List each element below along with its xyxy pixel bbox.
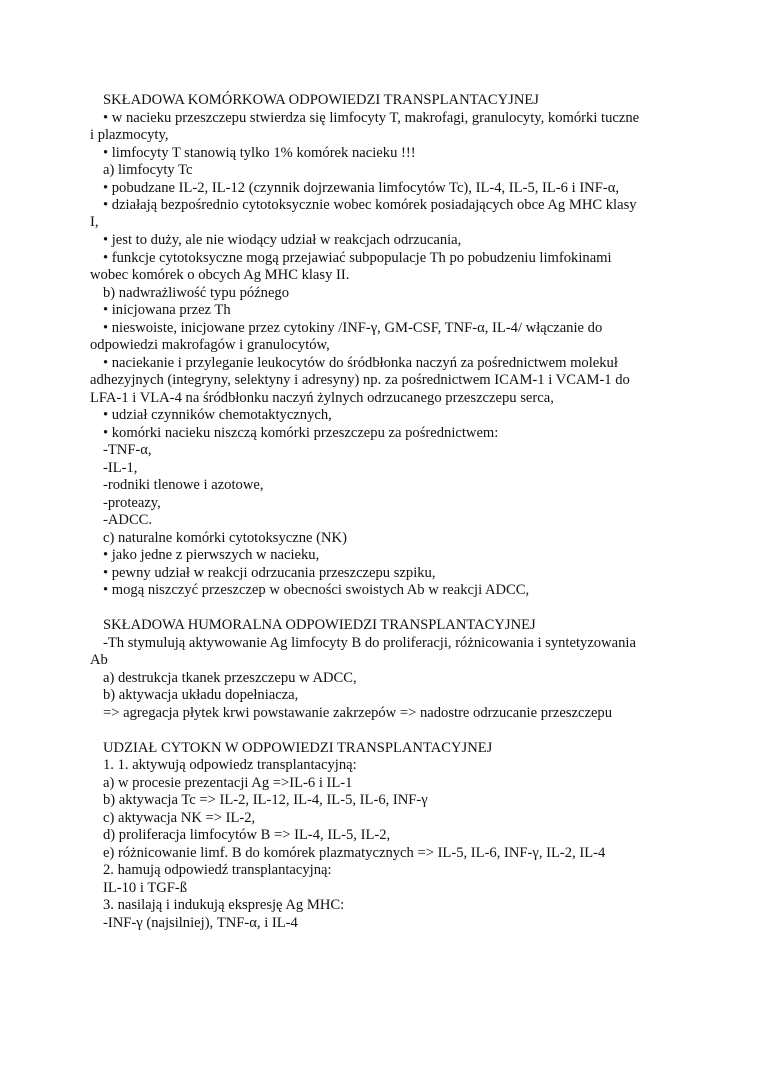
text-line: -IL-1, [103, 460, 138, 476]
text-line: odpowiedzi makrofagów i granulocytów, [90, 337, 330, 353]
text-line: LFA-1 i VLA-4 na śródbłonku naczyń żylnych odrzucanego przeszczepu serca, [90, 390, 554, 406]
text-line: IL-10 i TGF-ß [103, 880, 188, 896]
text-line: -TNF-α, [103, 442, 152, 458]
text-line: -Th stymulują aktywowanie Ag limfocyty B do proliferacji, różnicowania i syntetyzowania [103, 635, 636, 651]
text-line: I, [90, 214, 99, 230]
text-line: -ADCC. [103, 512, 153, 528]
text-line: a) limfocyty Tc [103, 162, 193, 178]
text-line: 1. 1. aktywują odpowiedz transplantacyjną: [103, 757, 357, 773]
text-line: b) nadwrażliwość typu późnego [103, 285, 290, 301]
text-line: • pobudzane IL-2, IL-12 (czynnik dojrzewania limfocytów Tc), IL-4, IL-5, IL-6 i INF-α, [103, 180, 619, 196]
text-line: a) w procesie prezentacji Ag =>IL-6 i IL-1 [103, 775, 353, 791]
text-line: • w nacieku przeszczepu stwierdza się limfocyty T, makrofagi, granulocyty, komórki tuczne [103, 110, 640, 126]
text-line: 2. hamują odpowiedź transplantacyjną: [103, 862, 332, 878]
text-line: d) proliferacja limfocytów B => IL-4, IL-5, IL-2, [103, 827, 391, 843]
text-line: • mogą niszczyć przeszczep w obecności swoistych Ab w reakcji ADCC, [103, 582, 530, 598]
text-line: • naciekanie i przyleganie leukocytów do śródbłonka naczyń za pośrednictwem molekuł [103, 355, 618, 371]
text-line: -rodniki tlenowe i azotowe, [103, 477, 264, 493]
text-line: i plazmocyty, [90, 127, 169, 143]
text-line: • nieswoiste, inicjowane przez cytokiny /INF-γ, GM-CSF, TNF-α, IL-4/ włączanie do [103, 320, 603, 336]
text-line: b) aktywacja układu dopełniacza, [103, 687, 299, 703]
text-line: • jest to duży, ale nie wiodący udział w reakcjach odrzucania, [103, 232, 462, 248]
section-heading: SKŁADOWA KOMÓRKOWA ODPOWIEDZI TRANSPLANTACYJNEJ [103, 92, 539, 108]
text-line: 3. nasilają i indukują ekspresję Ag MHC: [103, 897, 345, 913]
text-line: wobec komórek o obcych Ag MHC klasy II. [90, 267, 350, 283]
text-line: -INF-γ (najsilniej), TNF-α, i IL-4 [103, 915, 298, 931]
text-line: • komórki nacieku niszczą komórki przeszczepu za pośrednictwem: [103, 425, 499, 441]
text-line: • limfocyty T stanowią tylko 1% komórek nacieku !!! [103, 145, 416, 161]
text-line: • inicjowana przez Th [103, 302, 231, 318]
text-line: c) aktywacja NK => IL-2, [103, 810, 256, 826]
text-line: b) aktywacja Tc => IL-2, IL-12, IL-4, IL-5, IL-6, INF-γ [103, 792, 428, 808]
text-line: • jako jedne z pierwszych w nacieku, [103, 547, 320, 563]
text-line: • działają bezpośrednio cytotoksycznie wobec komórek posiadających obce Ag MHC klasy [103, 197, 637, 213]
text-line: Ab [90, 652, 108, 668]
text-line: a) destrukcja tkanek przeszczepu w ADCC, [103, 670, 357, 686]
text-line: c) naturalne komórki cytotoksyczne (NK) [103, 530, 347, 546]
section-heading: UDZIAŁ CYTOKN W ODPOWIEDZI TRANSPLANTACYJNEJ [103, 740, 493, 756]
text-line: adhezyjnych (integryny, selektyny i adresyny) np. za pośrednictwem ICAM-1 i VCAM-1 do [90, 372, 630, 388]
text-line: e) różnicowanie limf. B do komórek plazmatycznych => IL-5, IL-6, INF-γ, IL-2, IL-4 [103, 845, 606, 861]
text-line: • udział czynników chemotaktycznych, [103, 407, 332, 423]
section-heading: SKŁADOWA HUMORALNA ODPOWIEDZI TRANSPLANTACYJNEJ [103, 617, 536, 633]
text-line: • funkcje cytotoksyczne mogą przejawiać subpopulacje Th po pobudzeniu limfokinami [103, 250, 612, 266]
text-line: • pewny udział w reakcji odrzucania przeszczepu szpiku, [103, 565, 436, 581]
text-line: => agregacja płytek krwi powstawanie zakrzepów => nadostre odrzucanie przeszczepu [103, 705, 613, 721]
text-line: -proteazy, [103, 495, 161, 511]
